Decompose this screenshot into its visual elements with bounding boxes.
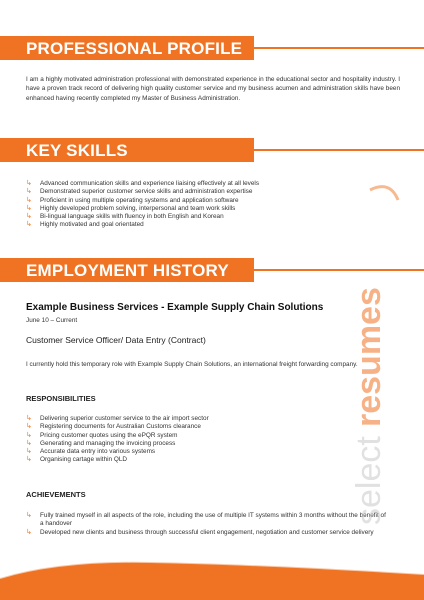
professional-profile-heading: PROFESSIONAL PROFILE [26, 39, 243, 58]
bullet-arrow-icon: ↳ [26, 196, 32, 204]
select-resumes-watermark [340, 170, 400, 530]
responsibility-item: ↳ Registering documents for Australian Customs clearance [26, 423, 201, 431]
bullet-arrow-icon: ↳ [26, 512, 32, 519]
job-role: Customer Service Officer/ Data Entry (Contract) [26, 335, 206, 345]
responsibility-item: ↳ Organising cartage within QLD [26, 456, 128, 464]
bullet-arrow-icon: ↳ [26, 415, 32, 422]
skill-item: ↳ Highly motivated and goal orientated [26, 221, 144, 229]
watermark-prefix: select [350, 436, 388, 525]
job-summary: I currently hold this temporary role with Example Supply Chain Solutions, an international freight forwarding company. [26, 361, 358, 368]
bullet-arrow-icon: ↳ [26, 423, 32, 431]
bullet-arrow-icon: ↳ [26, 456, 32, 464]
achievements-list [26, 512, 386, 537]
bullet-arrow-icon: ↳ [26, 221, 32, 229]
responsibilities-list [26, 415, 386, 465]
watermark-suffix: resumes [350, 287, 388, 427]
skill-item: ↳ Advanced communication skills and experience liaising effectively at all levels [26, 180, 260, 187]
responsibility-item: ↳ Generating and managing the invoicing process [26, 439, 176, 447]
bullet-arrow-icon: ↳ [26, 448, 32, 456]
bullet-arrow-icon: ↳ [26, 188, 32, 196]
achievement-item: ↳ Fully trained myself in all aspects of the role, including the use of multiple IT systems within 3 months without the benefit of a handover [26, 512, 386, 528]
bullet-arrow-icon: ↳ [26, 439, 32, 447]
watermark-swoosh-icon [370, 187, 398, 200]
achievements-heading: ACHIEVEMENTS [26, 490, 86, 499]
skills-rule [254, 149, 424, 151]
achievement-item: ↳ Developed new clients and business through successful client engagement, negotiation and customer service delivery [26, 528, 374, 536]
bullet-arrow-icon: ↳ [26, 204, 32, 212]
skill-item: ↳ Highly developed problem solving, interpersonal and team work skills [26, 204, 236, 212]
bullet-arrow-icon: ↳ [26, 180, 32, 187]
skill-item: ↳ Demonstrated superior customer service skills and administration expertise [26, 188, 253, 196]
key-skills-band [0, 138, 254, 162]
job-dates: June 10 – Current [26, 317, 78, 324]
footer-decoration [0, 554, 424, 600]
skill-item: ↳ Proficient in using multiple operating systems and application software [26, 196, 239, 204]
skills-list [26, 180, 386, 230]
bullet-arrow-icon: ↳ [26, 431, 32, 439]
employment-history-heading: EMPLOYMENT HISTORY [26, 261, 229, 280]
bullet-arrow-icon: ↳ [26, 213, 32, 221]
job-company: Example Business Services - Example Supply Chain Solutions [26, 302, 324, 313]
responsibility-item: ↳ Accurate data entry into various systems [26, 448, 156, 456]
profile-rule [254, 47, 424, 49]
employment-history-band [0, 258, 254, 282]
bullet-arrow-icon: ↳ [26, 528, 32, 536]
responsibility-item: ↳ Pricing customer quotes using the ePQR system [26, 431, 178, 439]
professional-profile-band [0, 36, 254, 60]
skill-item: ↳ Bi-lingual language skills with fluency in both English and Korean [26, 213, 224, 221]
profile-paragraph: I am a highly motivated administration professional with demonstrated experience in the educational sector and hospitality industry. I have a proven track record of delivering high quality customer service and my business acumen and administration skills have been enhanced having recently completed my Master of Business Administration. [26, 76, 400, 102]
responsibility-item: ↳ Delivering superior customer service to the air import sector [26, 415, 209, 422]
key-skills-heading: KEY SKILLS [26, 141, 128, 160]
responsibilities-heading: RESPONSIBILITIES [26, 394, 96, 403]
